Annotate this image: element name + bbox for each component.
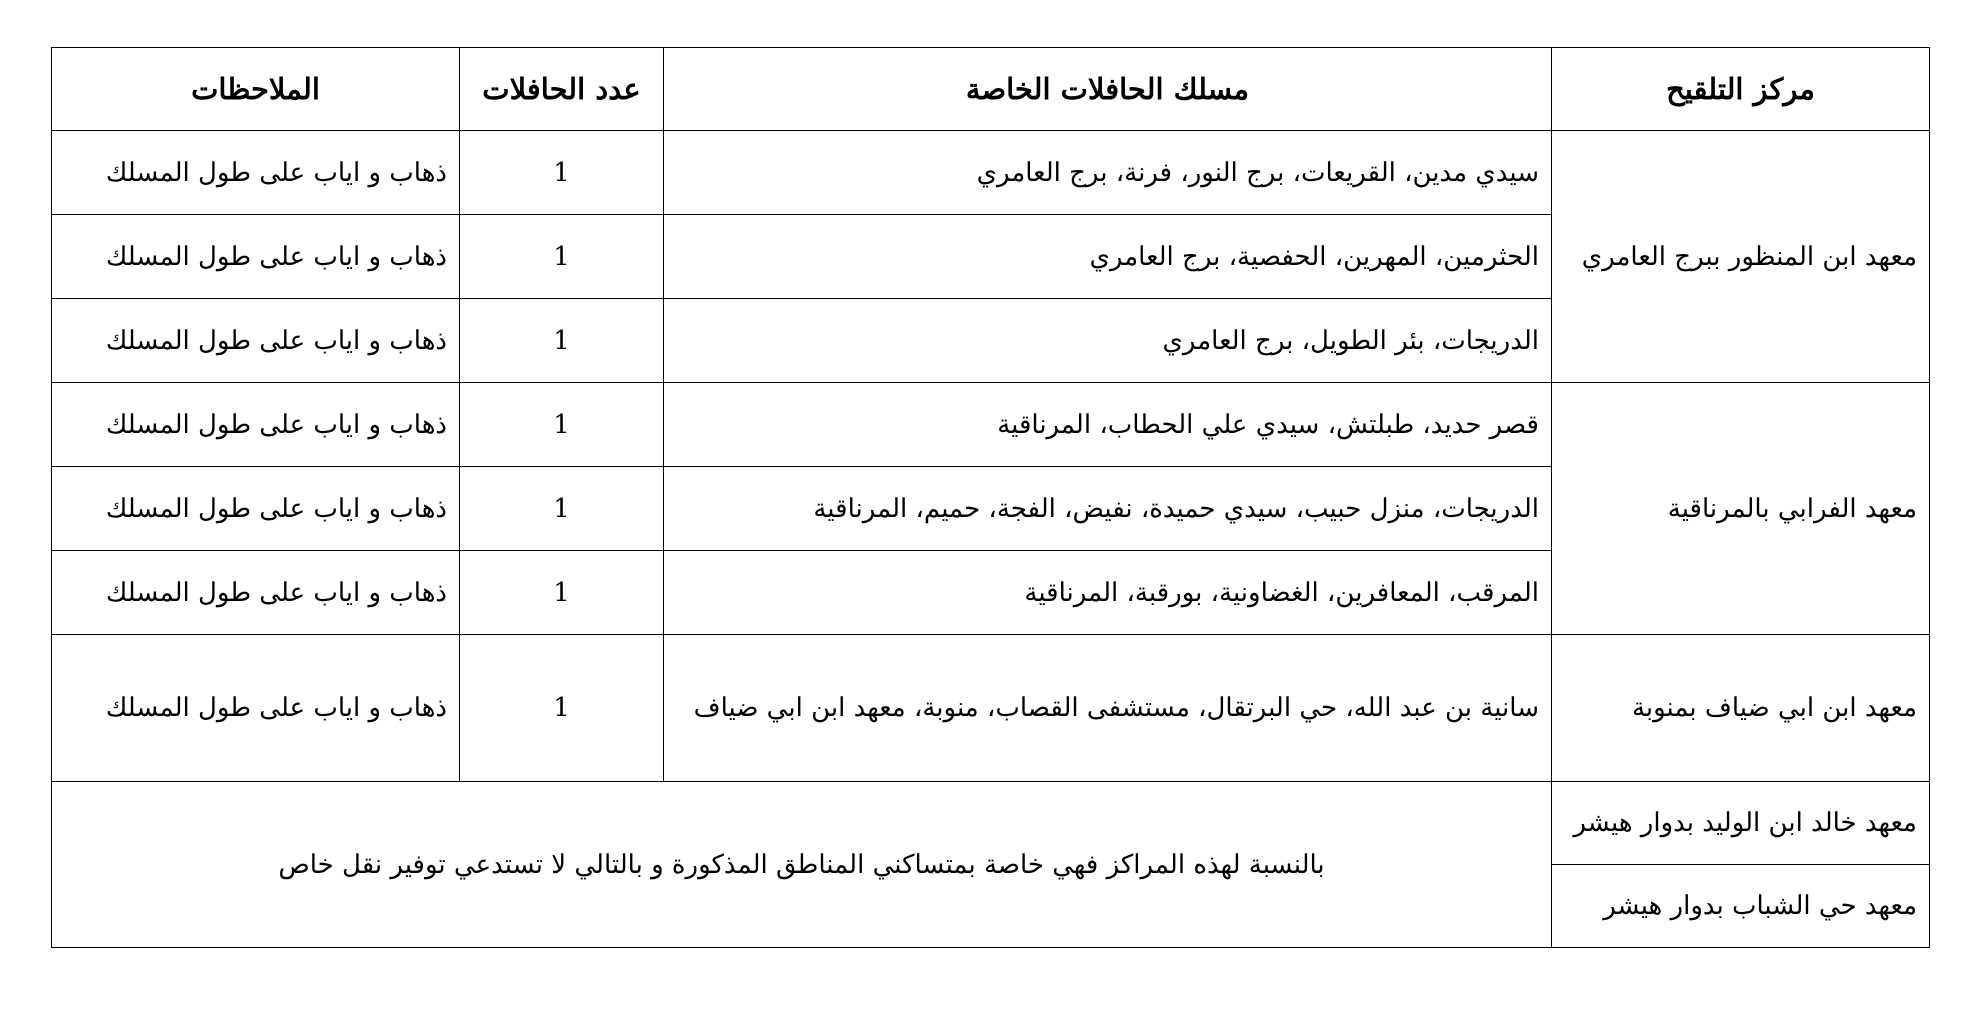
table-row	[52, 782, 1930, 865]
header-count: عدد الحافلات	[460, 48, 664, 131]
table-row	[52, 383, 1930, 467]
center-cell: معهد خالد ابن الوليد بدوار هيشر	[1552, 782, 1930, 865]
notes-cell: ذهاب و اياب على طول المسلك	[52, 299, 460, 383]
bus-count-cell: 1	[460, 131, 664, 215]
route-cell: قصر حديد، طبلتش، سيدي علي الحطاب، المرناقية	[664, 383, 1552, 467]
table-row	[52, 635, 1930, 782]
notes-cell: ذهاب و اياب على طول المسلك	[52, 635, 460, 782]
bus-count-cell: 1	[460, 551, 664, 635]
bus-count-cell: 1	[460, 383, 664, 467]
center-cell: معهد الفرابي بالمرناقية	[1552, 383, 1930, 635]
notes-cell: ذهاب و اياب على طول المسلك	[52, 383, 460, 467]
header-route: مسلك الحافلات الخاصة	[664, 48, 1552, 131]
header-row	[52, 48, 1930, 131]
notes-cell: ذهاب و اياب على طول المسلك	[52, 131, 460, 215]
route-cell: الحثرمين، المهرين، الحفصية، برج العامري	[664, 215, 1552, 299]
route-cell: سيدي مدين، القريعات، برج النور، فرنة، برج العامري	[664, 131, 1552, 215]
bus-schedule-table	[51, 47, 1930, 948]
notes-cell: ذهاب و اياب على طول المسلك	[52, 467, 460, 551]
bus-count-cell: 1	[460, 215, 664, 299]
center-cell: معهد ابن ابي ضياف بمنوبة	[1552, 635, 1930, 782]
header-notes: الملاحظات	[52, 48, 460, 131]
table-row	[52, 131, 1930, 215]
route-cell: المرقب، المعافرين، الغضاونية، بورقبة، المرناقية	[664, 551, 1552, 635]
header-center: مركز التلقيح	[1552, 48, 1930, 131]
bus-count-cell: 1	[460, 299, 664, 383]
route-cell: سانية بن عبد الله، حي البرتقال، مستشفى القصاب، منوبة، معهد ابن ابي ضياف	[664, 635, 1552, 782]
center-cell: معهد حي الشباب بدوار هيشر	[1552, 865, 1930, 948]
route-cell: الدريجات، منزل حبيب، سيدي حميدة، نفيض، الفجة، حميم، المرناقية	[664, 467, 1552, 551]
center-cell: معهد ابن المنظور ببرج العامري	[1552, 131, 1930, 383]
bus-count-cell: 1	[460, 635, 664, 782]
notes-cell: ذهاب و اياب على طول المسلك	[52, 551, 460, 635]
merged-note-cell: بالنسبة لهذه المراكز فهي خاصة بمتساكني المناطق المذكورة و بالتالي لا تستدعي توفير نقل خاص	[52, 782, 1552, 948]
route-cell: الدريجات، بئر الطويل، برج العامري	[664, 299, 1552, 383]
bus-count-cell: 1	[460, 467, 664, 551]
notes-cell: ذهاب و اياب على طول المسلك	[52, 215, 460, 299]
